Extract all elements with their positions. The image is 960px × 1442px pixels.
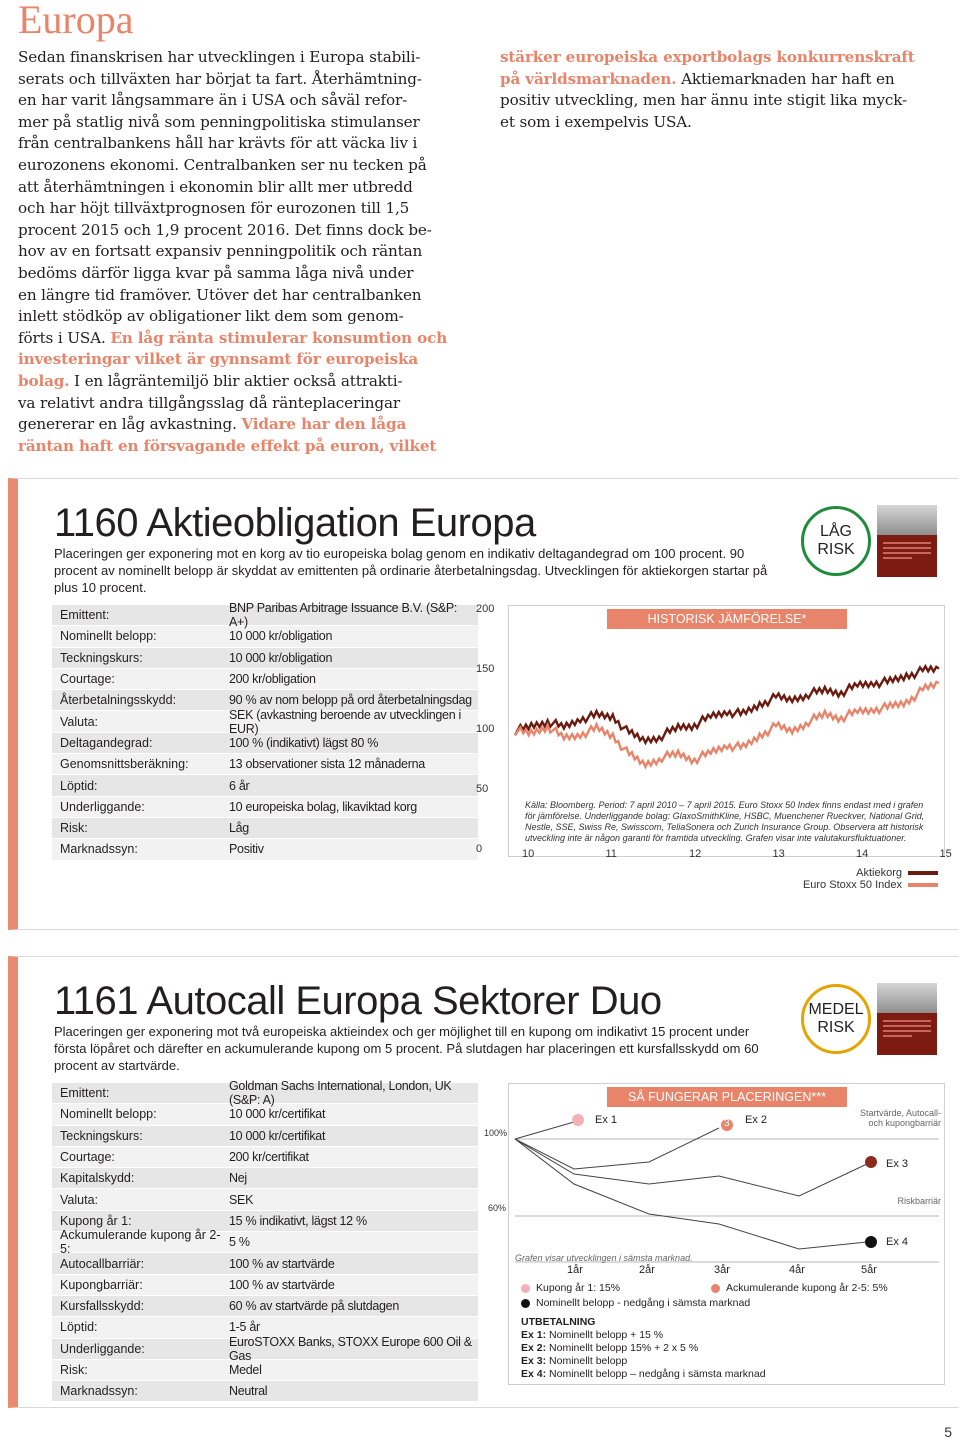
ex2-label: Ex 2 [745,1114,768,1126]
text-line [18,263,488,285]
body-text: et som i exempelvis USA. [500,112,692,131]
product-description: Placeringen ger exponering mot två europeiska aktieindex och ger möjlighet till en kupong om indikativt 15 procent under första löpåret och därefter en ackumulerande kupong om 5 procent. På slutdagen har placeringen ett kursfallsskydd om 60 procent av startvärde. [54,1024,759,1073]
body-text: och har höjt tillväxtprognosen för eurozonen till 1,5 [18,199,410,218]
legend-swatch [908,883,938,887]
body-text: eurozonens ekonomi. Centralbanken ser nu tecken på [18,155,427,174]
payout-key: Ex 3: [521,1355,547,1367]
x-tick: 11 [605,848,617,860]
legend-label: Nominellt belopp - nedgång i sämsta marknad [536,1297,751,1309]
table-row [52,601,478,630]
payout-value: Nominellt belopp – nedgång i sämsta marknad [546,1368,766,1380]
legend-swatch [908,871,938,875]
terms-table [52,601,478,861]
term-value: EuroSTOXX Banks, STOXX Europe 600 Oil & Gas [229,1334,472,1363]
term-label: Marknadssyn: [60,842,138,857]
graph-note: Grafen visar utvecklingen i sämsta marknad. [515,1253,693,1263]
term-value: SEK (avkastning beroende av utvecklingen i EUR) [229,707,461,736]
text-line [18,393,488,415]
payout-value: Nominellt belopp + 15 % [546,1329,664,1341]
y-tick: 200 [476,603,495,615]
chart-source-note: Källa: Bloomberg. Period: 7 april 2010 – 7 april 2015. Euro Stoxx 50 Index finns endast med i grafen för jämförelse. Underliggande bolag: GlaxoSmithKline, HSBC, Muenchener Rueckver, National Grid, Nestle, SSE, Swiss Re, Swisscom, TeliaSonera och Zurich Insurance Group. Observera att historisk utveckling inte är någon garanti för framtida utveckling. Grafen visar inte valutakursfluktuationer. [525,800,925,843]
body-text: bedöms därför ligga kvar på samma låga nivå under [18,263,414,282]
body-text: genererar en låg avkastning. [18,415,242,434]
term-label: Risk: [60,1363,88,1377]
highlight-text: på världsmarknaden. [500,69,677,88]
risk-level: MEDEL [808,1001,864,1018]
text-line [18,285,488,307]
risk-word: RISK [817,1019,855,1036]
term-label: Teckningskurs: [60,1128,143,1143]
payout-key: Ex 2: [521,1342,547,1354]
text-line [18,69,488,91]
text-line [18,112,488,134]
table-row [52,1147,478,1168]
risk-level: LÅG [819,523,852,540]
table-row [52,648,478,669]
text-line [18,198,488,220]
term-label: Underliggande: [60,799,145,814]
term-value: 100 % av startvärde [229,1256,335,1271]
table-row [52,1253,478,1274]
body-text: inlett stödköp av obligationer likt dem som genom- [18,307,404,326]
body-text: procent 2015 och 1,9 procent 2016. Det finns dock be- [18,220,432,239]
article-column-right [500,47,950,133]
term-label: Teckningskurs: [60,650,143,665]
product-title: 1160 Aktieobligation Europa [54,501,536,545]
term-value: 6 år [229,778,250,793]
product-panel-1161 [8,956,959,1408]
ex3-label: Ex 3 [886,1158,909,1170]
term-value: Låg [229,821,249,836]
body-text: I en lågräntemiljö blir aktier också attrakti- [69,371,403,390]
x-tick: 14 [856,848,869,860]
legend-label: Ackumulerande kupong år 2-5: 5% [726,1282,888,1294]
table-row [52,1168,478,1189]
payout-list [521,1329,941,1381]
table-row [52,839,478,860]
x-tick: 10 [522,848,535,860]
page-number: 5 [944,1424,952,1440]
term-label: Nominellt belopp: [60,1107,157,1122]
table-row [52,733,478,754]
product-panel-1160 [8,478,959,930]
term-label: Kupong år 1: [60,1213,132,1228]
x-tick: 12 [689,848,702,860]
text-line [18,436,488,458]
table-row [52,1334,478,1363]
payoff-legend [521,1281,941,1311]
term-label: Deltagandegrad: [60,735,153,750]
term-label: Kupongbarriär: [60,1277,143,1292]
ex1-label: Ex 1 [595,1114,618,1126]
term-value: 10 000 kr/obligation [229,650,333,665]
payout-value: Nominellt belopp [546,1355,628,1367]
table-row [52,1296,478,1317]
article-column-left [18,47,488,457]
y-label-100: 100% [484,1128,508,1138]
term-value: BNP Paribas Arbitrage Issuance B.V. (S&P: A+) [229,601,458,630]
term-value: 10 000 kr/certifikat [229,1107,326,1122]
payout-section [521,1314,941,1381]
term-value: 10 europeiska bolag, likaviktad korg [229,799,417,814]
term-value: Positiv [229,842,264,857]
body-text: från centralbankens håll har krävts för att väcka liv i [18,134,418,153]
text-line [18,306,488,328]
body-text: va relativt andra tillgångsslag då ränteplaceringar [18,393,401,412]
y-label-60: 60% [488,1203,507,1213]
ex4-label: Ex 4 [886,1236,909,1248]
text-line [18,328,488,350]
term-value: Medel [229,1363,262,1377]
term-label: Återbetalningsskydd: [60,693,177,708]
text-line [500,69,950,91]
year-label: 2år [639,1264,655,1276]
text-line [18,241,488,263]
term-label: Valuta: [60,1192,98,1207]
term-label: Nominellt belopp: [60,629,157,644]
series-line-euro-stoxx-50-index [515,682,939,767]
term-label: Courtage: [60,1150,115,1165]
table-row [52,1275,478,1296]
risk-word: RISK [817,541,855,558]
legend-dot [521,1299,530,1308]
year-label: 1år [567,1264,583,1276]
term-label: Kapitalskydd: [60,1171,135,1186]
term-value: Nej [229,1171,247,1186]
legend-label: Aktiekorg [856,867,902,879]
term-value: 10 000 kr/obligation [229,629,333,644]
x-tick: 13 [772,848,785,860]
payout-value: Nominellt belopp 15% + 2 x 5 % [546,1342,699,1354]
text-line [500,90,950,112]
series-line-aktiekorg [515,666,939,743]
legend-dot [521,1284,530,1293]
payout-key: Ex 1: [521,1329,547,1341]
body-text: en längre tid framöver. Utöver det har centralbanken [18,285,422,304]
term-value: 200 kr/certifikat [229,1150,309,1165]
table-row [52,1104,478,1125]
term-value: SEK [229,1192,254,1207]
term-label: Ackumulerande kupong år 2-5: [60,1228,221,1257]
product-description: Placeringen ger exponering mot en korg av tio europeiska bolag genom en indikativ deltagandegrad om 100 procent. 90 procent av nominellt belopp är skyddat av emittenten på ordinarie återbetalningsdag. Utvecklingen för aktiekorgen startar på plus 10 procent. [54,546,768,595]
term-value: Neutral [229,1384,268,1399]
term-label: Risk: [60,821,88,836]
year-label: 3år [714,1264,730,1276]
body-text: mer på statlig nivå som penningpolitiska stimulanser [18,112,420,131]
y-tick: 100 [476,723,495,735]
payout-key: Ex 4: [521,1368,547,1380]
highlight-text: Vidare har den låga [241,415,407,434]
highlight-text: investeringar vilket är gynnsamt för europeiska [18,350,419,369]
payout-item [521,1342,941,1355]
coupon-marker-label: 3 [724,1118,730,1129]
table-row [52,1079,478,1108]
highlight-text: stärker europeiska exportbolags konkurrenskraft [500,48,915,66]
text-line [18,177,488,199]
table-row [52,1126,478,1147]
table-row [52,1381,478,1402]
text-line [18,414,488,436]
table-row [52,818,478,839]
text-line [18,371,488,393]
text-line [18,349,488,371]
term-label: Emittent: [60,608,110,623]
year-label: 4år [789,1264,805,1276]
body-text: en har varit långsammare än i USA och såväl refor- [18,91,408,110]
body-text: positiv utveckling, men har ännu inte stigit lika myck- [500,91,907,110]
table-row [52,754,478,775]
term-value: 90 % av nom belopp på ord återbetalningsdag [229,693,472,708]
year-axis [509,1264,944,1278]
term-label: Courtage: [60,672,115,687]
body-text: hov av en fortsatt expansiv penningpolitik och räntan [18,242,423,261]
chart-legend [798,867,938,891]
payoff-diagram [508,1083,945,1385]
highlight-text: En låg ränta stimulerar konsumtion och [110,328,448,347]
term-value: 60 % av startvärde på slutdagen [229,1299,399,1314]
product-title: 1161 Autocall Europa Sektorer Duo [54,979,662,1023]
term-value: 200 kr/obligation [229,672,316,687]
term-label: Löptid: [60,1320,98,1335]
term-value: 15 % indikativt, lägst 12 % [229,1213,367,1228]
table-row [52,1228,478,1257]
term-label: Autocallbarriär: [60,1256,145,1271]
term-value: 10 000 kr/certifikat [229,1128,326,1143]
y-tick: 50 [476,783,489,795]
term-value: 13 observationer sista 12 månaderna [229,757,425,772]
table-row [52,797,478,818]
highlight-text: bolag. [18,371,70,390]
table-row [52,1189,478,1210]
payout-item [521,1329,941,1342]
term-value: 100 % av startvärde [229,1277,335,1292]
y-tick: 150 [476,663,495,675]
chart-header: SÅ FUNGERAR PLACERINGEN*** [607,1087,847,1107]
brochure-thumbnail [877,983,937,1055]
text-line [18,133,488,155]
table-row [52,626,478,647]
payout-item [521,1355,941,1368]
table-row [52,669,478,690]
term-value: 5 % [229,1235,250,1250]
term-label: Underliggande: [60,1341,145,1356]
body-text: Aktiemarknaden har haft en [676,69,895,88]
y-tick: 0 [476,843,483,855]
text-line [18,90,488,112]
body-text: serats och tillväxten har börjat ta fart. Återhämtning- [18,69,422,88]
table-row [52,1360,478,1381]
text-line [18,155,488,177]
highlight-text: räntan haft en försvagande effekt på euron, vilket [18,436,437,455]
page-heading: Europa [18,0,134,42]
brochure-thumbnail [877,505,937,577]
text-line [18,220,488,242]
table-row [52,775,478,796]
risk-badge [801,506,871,576]
term-label: Löptid: [60,778,98,793]
risk-barrier-label: Riskbarriär [897,1196,941,1206]
term-label: Kursfallsskydd: [60,1299,145,1314]
text-line [500,47,950,69]
start-barrier-label: Startvärde, Autocall- och kupongbarriär [859,1108,941,1128]
term-value: 1-5 år [229,1320,260,1335]
term-label: Valuta: [60,714,98,729]
term-label: Genomsnittsberäkning: [60,757,189,772]
risk-badge [801,984,871,1054]
body-text: förts i USA. [18,328,111,347]
term-value: Goldman Sachs International, London, UK (S&P: A) [229,1079,452,1108]
legend-dot [711,1284,720,1293]
x-tick: 15 [939,848,952,860]
terms-table [52,1079,478,1402]
history-chart [508,605,945,857]
term-value: 100 % (indikativt) lägst 80 % [229,735,379,750]
payout-item [521,1368,941,1381]
body-text: Sedan finanskrisen har utvecklingen i Europa stabili- [18,48,421,66]
text-line [500,112,950,134]
legend-label: Kupong år 1: 15% [536,1282,621,1294]
text-line [18,47,488,69]
term-label: Marknadssyn: [60,1384,138,1399]
term-label: Emittent: [60,1086,110,1101]
chart-x-axis-labels [508,848,952,864]
legend-label: Euro Stoxx 50 Index [802,879,902,891]
payout-title: UTBETALNING [521,1316,596,1328]
body-text: att återhämtningen i ekonomin blir allt mer utbredd [18,177,413,196]
year-label: 5år [861,1264,877,1276]
table-row [52,707,478,736]
chart-header: HISTORISK JÄMFÖRELSE* [607,609,847,629]
